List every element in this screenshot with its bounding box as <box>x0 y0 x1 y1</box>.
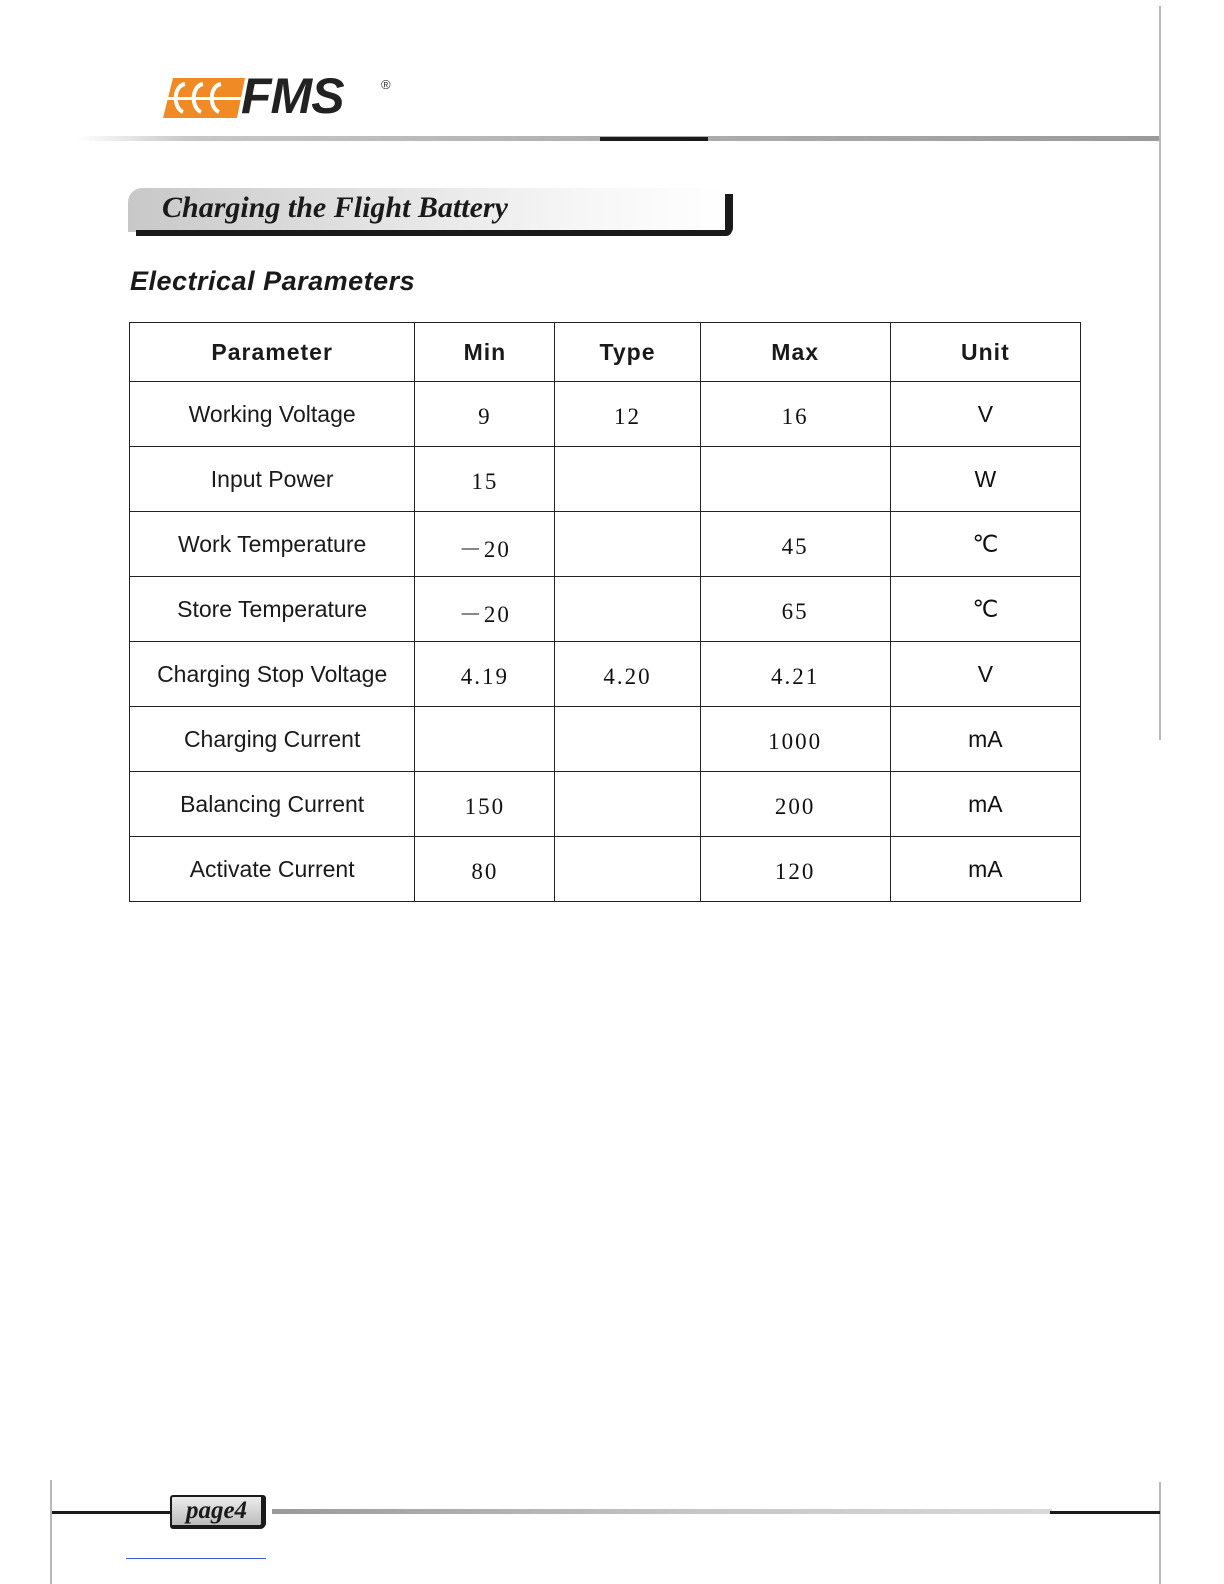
column-header-min: Min <box>415 323 555 382</box>
footer-left-margin-rule <box>50 1480 52 1584</box>
cell-max <box>700 447 890 512</box>
cell-parameter: Store Temperature <box>130 577 415 642</box>
cell-parameter: Charging Current <box>130 707 415 772</box>
cell-min: 150 <box>415 772 555 837</box>
section-banner <box>128 186 736 240</box>
cell-type <box>555 577 700 642</box>
cell-unit: mA <box>890 837 1080 902</box>
cell-min: 4.19 <box>415 642 555 707</box>
cell-unit: V <box>890 382 1080 447</box>
table-row <box>130 447 1081 512</box>
cell-unit: ℃ <box>890 577 1080 642</box>
cell-unit: V <box>890 642 1080 707</box>
electrical-parameters-table <box>129 322 1081 902</box>
banner-underline <box>136 230 732 236</box>
footer-link-underline <box>126 1558 266 1559</box>
table-row <box>130 512 1081 577</box>
table-row <box>130 837 1081 902</box>
column-header-max: Max <box>700 323 890 382</box>
column-header-type: Type <box>555 323 700 382</box>
cell-type: 12 <box>555 382 700 447</box>
page-number-badge <box>170 1495 266 1529</box>
header-rule-accent <box>600 137 708 141</box>
footer-rule-right <box>1050 1511 1160 1514</box>
column-header-parameter: Parameter <box>130 323 415 382</box>
table-row <box>130 382 1081 447</box>
cell-unit: mA <box>890 707 1080 772</box>
footer-right-margin-rule <box>1159 1482 1161 1584</box>
cell-min: 15 <box>415 447 555 512</box>
cell-min: －20 <box>415 512 555 577</box>
fms-wing-emblem-icon <box>163 78 245 118</box>
brand-wordmark: FMS <box>241 68 344 124</box>
cell-parameter: Charging Stop Voltage <box>130 642 415 707</box>
cell-min: 80 <box>415 837 555 902</box>
cell-type <box>555 772 700 837</box>
cell-parameter: Activate Current <box>130 837 415 902</box>
cell-max: 65 <box>700 577 890 642</box>
table-header-row <box>130 323 1081 382</box>
footer-rule <box>272 1509 1052 1514</box>
cell-parameter: Balancing Current <box>130 772 415 837</box>
right-margin-rule <box>1159 6 1161 740</box>
registered-mark: ® <box>381 77 391 92</box>
table-row <box>130 577 1081 642</box>
table-row <box>130 772 1081 837</box>
cell-parameter: Work Temperature <box>130 512 415 577</box>
brand-logo <box>163 68 403 124</box>
cell-parameter: Input Power <box>130 447 415 512</box>
column-header-unit: Unit <box>890 323 1080 382</box>
banner-hook <box>725 194 733 234</box>
cell-max: 4.21 <box>700 642 890 707</box>
cell-type <box>555 837 700 902</box>
cell-parameter: Working Voltage <box>130 382 415 447</box>
section-subtitle: Electrical Parameters <box>130 266 416 296</box>
cell-max: 120 <box>700 837 890 902</box>
cell-type: 4.20 <box>555 642 700 707</box>
cell-min: －20 <box>415 577 555 642</box>
cell-unit: mA <box>890 772 1080 837</box>
cell-type <box>555 707 700 772</box>
cell-max: 16 <box>700 382 890 447</box>
cell-min: 9 <box>415 382 555 447</box>
table-row <box>130 642 1081 707</box>
cell-max: 45 <box>700 512 890 577</box>
cell-min <box>415 707 555 772</box>
footer-rule-left <box>52 1511 174 1514</box>
cell-unit: ℃ <box>890 512 1080 577</box>
cell-unit: W <box>890 447 1080 512</box>
cell-type <box>555 447 700 512</box>
section-title: Charging the Flight Battery <box>162 191 508 224</box>
cell-max: 1000 <box>700 707 890 772</box>
cell-type <box>555 512 700 577</box>
table-row <box>130 707 1081 772</box>
page-number: page4 <box>185 1497 248 1524</box>
cell-max: 200 <box>700 772 890 837</box>
